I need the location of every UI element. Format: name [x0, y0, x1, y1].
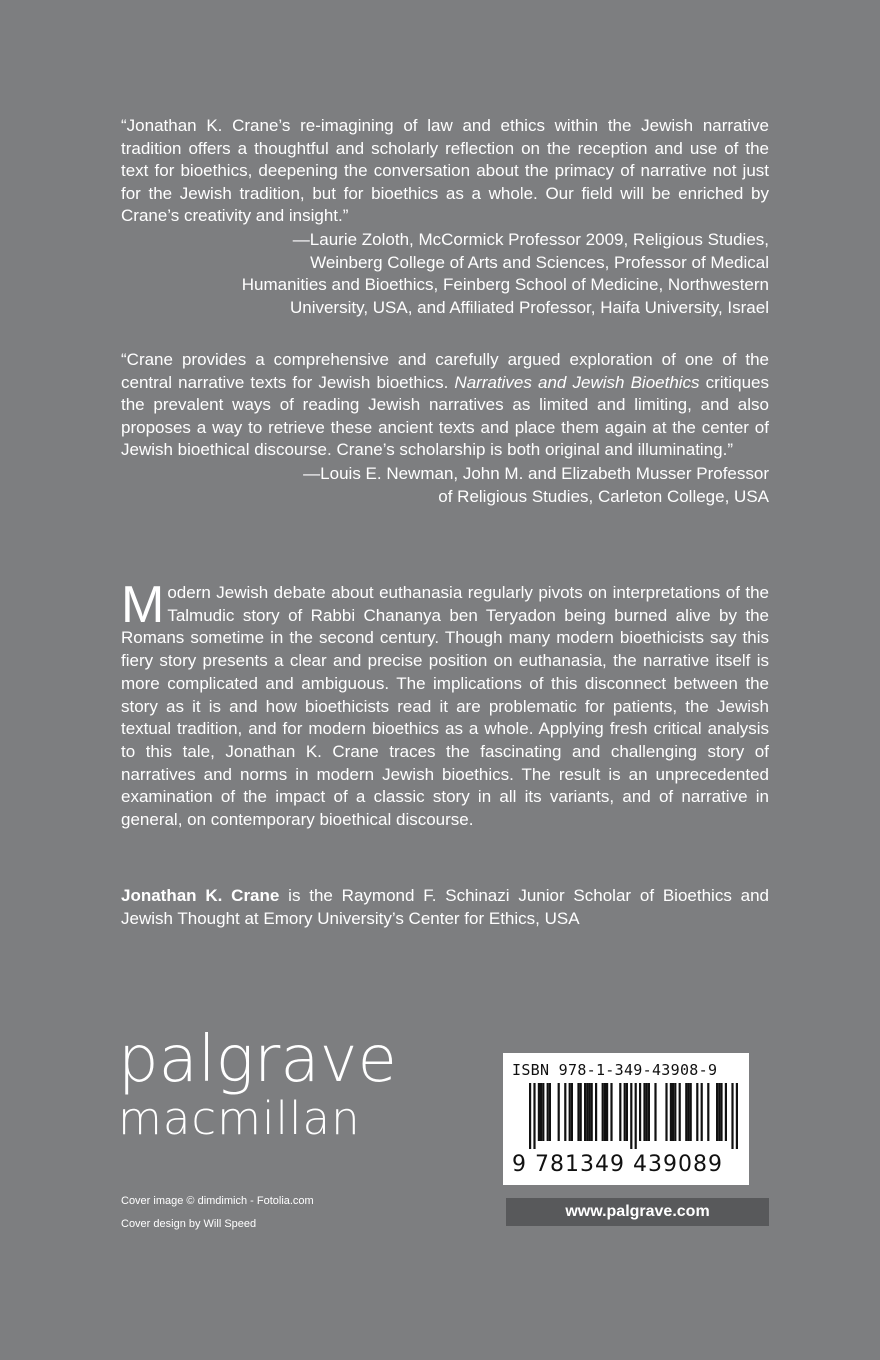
endorsement-quote-zoloth — [121, 115, 769, 319]
barcode-bar — [720, 1083, 722, 1141]
barcode-bar — [670, 1083, 672, 1141]
barcode-bar — [586, 1083, 588, 1141]
barcode-bar — [635, 1083, 637, 1149]
attribution-line: —Laurie Zoloth, McCormick Professor 2009, Religious Studies, — [292, 229, 769, 249]
barcode-bar — [547, 1083, 549, 1141]
barcode-bar — [624, 1083, 626, 1141]
barcode-bar — [591, 1083, 593, 1141]
website-url: www.palgrave.com — [506, 1198, 769, 1226]
attribution-line: University, USA, and Affiliated Professor, Haifa University, Israel — [289, 297, 769, 317]
publisher-logo-line2: macmillan — [118, 1092, 361, 1145]
barcode-bar — [604, 1083, 606, 1141]
ean-digits: 9 781349 439089 — [512, 1152, 723, 1177]
attribution-line: —Louis E. Newman, John M. and Elizabeth Musser Professor — [303, 463, 769, 483]
publisher-logo — [118, 1023, 397, 1145]
quote-attribution — [121, 229, 769, 319]
barcode-bar — [577, 1083, 579, 1141]
barcode-bar — [685, 1083, 687, 1141]
barcode-bar — [533, 1083, 535, 1149]
quote-text: “Jonathan K. Crane’s re-imagining of law and ethics within the Jewish narrative tradition offers a thoughtful and scholarly reflection on the reception and use of the text for bioethics, deepening the conversation about the primacy of narrative not just for the Jewish tradition, but for bioethics as a whole. Our field will be enriched by Crane’s creativity and insight.” — [121, 116, 769, 226]
author-name: Jonathan K. Crane — [121, 886, 280, 905]
isbn-label: ISBN 978-1-349-43908-9 — [512, 1061, 718, 1079]
drop-cap: M — [121, 576, 165, 634]
cover-image-credit: Cover image © dimdimich - Fotolia.com — [121, 1195, 314, 1207]
barcode-bar — [571, 1083, 573, 1141]
barcode-bar — [716, 1083, 718, 1141]
barcode-bar — [654, 1083, 656, 1141]
author-bio — [121, 885, 769, 930]
barcode-bar — [529, 1083, 531, 1149]
barcode-bar — [564, 1083, 566, 1141]
barcode-bar — [639, 1083, 641, 1141]
book-description — [121, 576, 769, 832]
barcode-bar — [725, 1083, 727, 1141]
barcode-bar — [580, 1083, 582, 1141]
cover-design-credit: Cover design by Will Speed — [121, 1218, 257, 1230]
barcode-bar — [643, 1083, 645, 1141]
barcode-bar — [538, 1083, 540, 1141]
barcode-bar — [674, 1083, 676, 1141]
barcode-bar — [626, 1083, 628, 1141]
barcode-bar — [690, 1083, 692, 1141]
cover-credits — [121, 1190, 314, 1236]
barcode-bar — [595, 1083, 597, 1141]
barcode-bar — [588, 1083, 590, 1141]
attribution-line: of Religious Studies, Carleton College, USA — [438, 486, 769, 506]
barcode-bars — [509, 1083, 743, 1149]
barcode-bar — [646, 1083, 648, 1141]
author-bio-text: is the Raymond F. Schinazi Junior Scholar of Bioethics and Jewish Thought at Emory University’s Center for Ethics, USA — [121, 886, 769, 928]
barcode-bar — [701, 1083, 703, 1141]
quote-text — [121, 349, 769, 462]
barcode-bar — [731, 1083, 733, 1149]
quote-attribution — [121, 463, 769, 508]
barcode-bar — [610, 1083, 612, 1141]
description-text: odern Jewish debate about euthanasia regularly pivots on interpretations of the Talmudic story of Rabbi Chananya ben Teryadon being burned alive by the Romans sometime in the second century. Though many modern bioethicists say this fiery story presents a clear and precise position on euthanasia, the narrative itself is more complicated and ambiguous. The implications of this disconnect between the story as it is and how bioethicists read it are problematic for patients, the Jewish textual tradition, and for modern bioethics as a whole. Applying fresh critical analysis to this tale, Jonathan K. Crane traces the fascinating and challenging story of narratives and norms in modern Jewish bioethics. The result is an unprecedented examination of the impact of a classic story in all its variants, and of narrative in general, on contemporary bioethical discourse. — [121, 583, 769, 830]
quote-text-part: critiques the prevalent ways of reading Jewish narratives as limited and limiting, and also proposes a way to retrieve these ancient texts and place them again at the center of Jewish bioethical discourse. Crane’s scholarship is both original and illuminating.” — [121, 372, 769, 460]
barcode-bar — [696, 1083, 698, 1141]
barcode-bar — [630, 1083, 632, 1149]
barcode-bar — [687, 1083, 689, 1141]
barcode-bar — [648, 1083, 650, 1141]
barcode-bar — [707, 1083, 709, 1141]
barcode-bar — [569, 1083, 571, 1141]
barcode-bar — [584, 1083, 586, 1141]
barcode-bar — [619, 1083, 621, 1141]
barcode-bar — [665, 1083, 667, 1141]
barcode-bar — [736, 1083, 738, 1149]
attribution-line: Humanities and Bioethics, Feinberg School of Medicine, Northwestern — [241, 275, 769, 295]
book-title: Narratives and Jewish Bioethics — [454, 372, 700, 392]
barcode-bar — [679, 1083, 681, 1141]
barcode-bar — [558, 1083, 560, 1141]
publisher-logo-line1: palgrave — [118, 1023, 397, 1097]
endorsement-quote-newman — [121, 349, 769, 508]
quote-text-part: “Crane provides a comprehensive and carefully argued exploration of one of the central narrative texts for Jewish bioethics. — [121, 350, 769, 392]
barcode-bar — [718, 1083, 720, 1141]
barcode-bar — [549, 1083, 551, 1141]
isbn-barcode — [503, 1053, 749, 1185]
barcode-bar — [602, 1083, 604, 1141]
barcode-bar — [542, 1083, 544, 1141]
barcode-bar — [540, 1083, 542, 1141]
attribution-line: Weinberg College of Arts and Sciences, Professor of Medical — [310, 252, 769, 272]
barcode-bar — [672, 1083, 674, 1141]
barcode-bar — [606, 1083, 608, 1141]
